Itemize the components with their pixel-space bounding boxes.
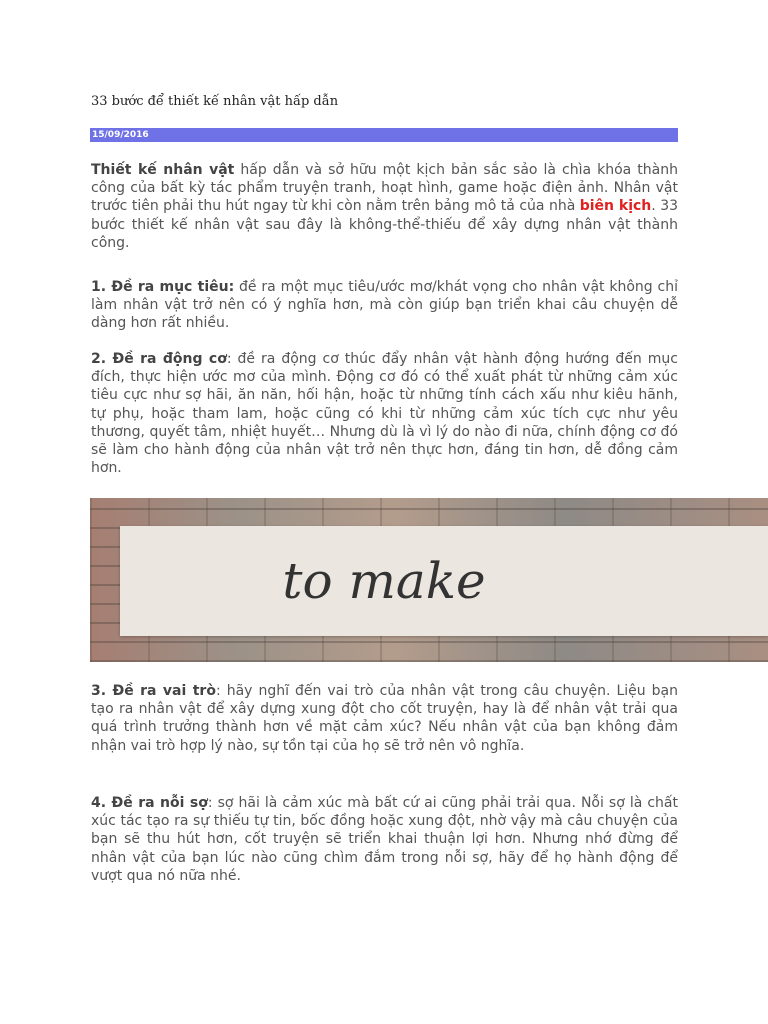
step-3-paragraph xyxy=(91,682,678,755)
date-bar xyxy=(90,128,678,142)
intro-text-1: hấp dẫn và sở hữu một kịch bản sắc sảo là chìa khóa thành công của bất kỳ tác phẩm truyện tranh, hoạt hình, game hoặc điện ảnh. Nhân vật trước tiên phải thu hút ngay từ khi còn nằm trên bảng mô tả của nhà xyxy=(91,162,678,215)
step-4-text: : sợ hãi là cảm xúc mà bất cứ ai cũng phải trải qua. Nỗi sợ là chất xúc tác tạo ra sự thiếu tự tin, bốc đồng hoặc xung đột, nhờ vậy mà câu chuyện của bạn sẽ thu hút hơn, cốt truyện sẽ triển khai thuận lợi hơn. Nhưng nhớ đừng để nhân vật của bạn lúc nào cũng chìm đắm trong nỗi sợ, hãy để họ hành động để vượt qua nó nữa nhé. xyxy=(91,795,678,884)
step-3-heading: 3. Đề ra vai trò xyxy=(91,683,216,699)
to-make-image xyxy=(90,498,768,662)
intro-bold: Thiết kế nhân vật xyxy=(91,162,235,178)
bien-kich-link[interactable]: biên kịch xyxy=(579,198,652,215)
step-3-text: : hãy nghĩ đến vai trò của nhân vật trong câu chuyện. Liệu bạn tạo ra nhân vật để xây dựng xung đột cho cốt truyện, hay là để nhân vật trải qua quá trình trưởng thành hơn về mặt cảm xúc? Nếu nhân vật của bạn không đảm nhận vai trò hợp lý nào, sự tồn tại của họ sẽ trở nên vô nghĩa. xyxy=(91,683,678,754)
step-1-paragraph xyxy=(91,278,678,333)
step-2-heading: 2. Đề ra động cơ xyxy=(91,351,227,367)
step-1-text: đề ra một mục tiêu/ước mơ/khát vọng cho nhân vật không chỉ làm nhân vật trở nên có ý nghĩa hơn, mà còn giúp bạn triển khai câu chuyện dễ dàng hơn rất nhiều. xyxy=(91,279,678,332)
step-4-paragraph xyxy=(91,794,678,885)
intro-text-2: . 33 bước thiết kế nhân vật sau đây là không-thể-thiếu để xây dựng nhân vật thành công. xyxy=(91,198,679,251)
publish-date: 15/09/2016 xyxy=(92,130,149,140)
step-1-heading: 1. Đề ra mục tiêu: xyxy=(91,279,235,295)
image-sign-board xyxy=(120,526,768,636)
image-sign-text: to make xyxy=(282,552,486,610)
step-2-paragraph xyxy=(91,350,678,477)
intro-paragraph xyxy=(91,161,678,252)
step-4-heading: 4. Đề ra nỗi sợ xyxy=(91,795,208,811)
step-2-text: : đề ra động cơ thúc đẩy nhân vật hành động hướng đến mục đích, thực hiện ước mơ của mình. Động cơ đó có thể xuất phát từ những cảm xúc tiêu cực như sợ hãi, ăn năn, hối hận, hoặc từ những tính cách xấu như kiêu hãnh, tự phụ, hoặc tham lam, hoặc cũng có khi từ những cảm xúc tích cực như yêu thương, quyết tâm, nhiệt huyết… Nhưng dù là vì lý do nào đi nữa, chính động cơ đó sẽ làm cho hành động của nhân vật trở nên thực hơn, đáng tin hơn, dễ đồng cảm hơn. xyxy=(91,351,678,477)
article-title: 33 bước để thiết kế nhân vật hấp dẫn xyxy=(91,94,339,109)
